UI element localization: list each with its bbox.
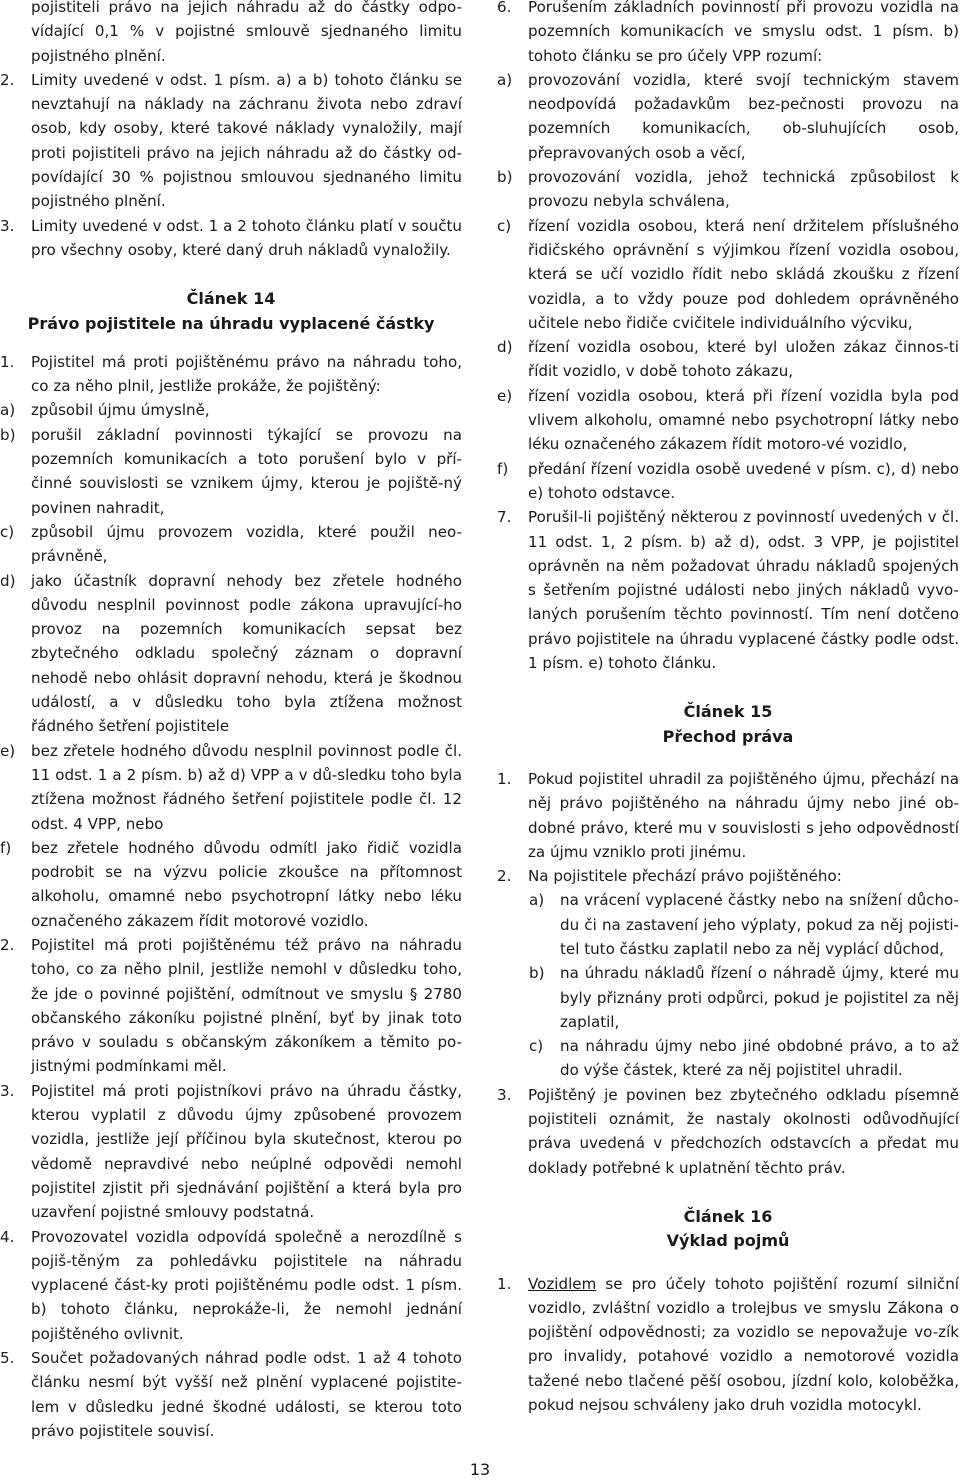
paragraph-text: Limity uvedené v odst. 1 písm. a) a b) tohoto článku se nevztahují na náklady na záchranu života nebo zdraví osob, kdy osoby, které takové náklady vynaložily, mají proti pojistiteli právo na jejich náhradu až do částky od-povídající 30 % pojistnou smlouvou sjednaného limitu pojistného plnění. xyxy=(31,70,462,211)
sub-list-item-c xyxy=(497,1034,959,1083)
list-number: 6. xyxy=(497,0,512,16)
article-title: Výklad pojmů xyxy=(666,1231,790,1251)
sub-list-text: řízení vozidla osobou, která není držitelem příslušného řidičského oprávnění s výjimkou řízení vozidla osobou, která se učí vozidlo řídit nebo skládá zkoušku z řízení vozidla, a to vždy pouze pod dohledem oprávněného učitele nebo řidiče cvičitele individuálního výcviku, xyxy=(528,216,959,332)
defined-term: Vozidlem xyxy=(528,1274,597,1293)
list-item-3 xyxy=(0,1079,462,1225)
sub-list-text: porušil základní povinnosti týkající se provozu na pozemních komunikacích a toto porušení bylo v pří-činné souvislosti se vznikem újmy, kterou je pojiště-ný povinen nahradit, xyxy=(31,425,462,517)
article-heading-14 xyxy=(0,287,462,336)
list-number: 5. xyxy=(0,1349,15,1368)
paragraph-continuation xyxy=(0,0,462,68)
sub-list-letter: e) xyxy=(0,741,16,760)
sub-list-item-d xyxy=(0,569,462,739)
paragraph-text: Pokud pojistitel uhradil za pojištěného újmu, přechází na něj právo pojištěného na náhradu újmy nebo jiné ob-dobné právo, které mu v souvislosti s jeho odpovědností za újmu vzniklo proti jinému. xyxy=(528,769,959,861)
article-heading-16 xyxy=(497,1205,959,1254)
sub-list-item-e xyxy=(497,384,959,457)
sub-list-text: jako účastník dopravní nehody bez zřetele hodného důvodu nesplnil povinnost podle zákona upravující-ho provoz na pozemních komunikacích sepsat bez zbytečného odkladu společný záznam o dopravní nehodě nebo ohlásit dopravní nehodu, která je škodnou událostí, a v důsledku toho byla ztížena možnost řádného šetření pojistitele xyxy=(31,571,462,736)
sub-list-text: způsobil újmu provozem vozidla, které použil neo-právněně, xyxy=(31,522,462,566)
sub-list-item-a xyxy=(497,888,959,961)
sub-list-item-a xyxy=(497,68,959,165)
list-item-1 xyxy=(497,1272,959,1418)
list-item-2 xyxy=(0,68,462,214)
sub-list-text: na vrácení vyplacené částky nebo na snížení důcho-du či na zastavení jeho výplaty, pokud za něj pojisti-tel tuto částku zaplatil nebo za něj vyplácí důchod, xyxy=(560,891,959,958)
sub-list-text: způsobil újmu úmyslně, xyxy=(31,401,210,420)
list-number: 2. xyxy=(0,935,15,954)
article-number: Článek 14 xyxy=(186,289,276,309)
paragraph-text: Provozovatel vozidla odpovídá společně a nerozdílně s pojiš-těným za pohledávku pojistitele na náhradu vyplacené část-ky proti pojištěnému podle odst. 1 písm. b) tohoto článku, neprokáže-li, že nemohl jednání pojištěného ovlivnit. xyxy=(31,1227,462,1343)
paragraph-text: pojistiteli právo na jejich náhradu až do částky odpo-vídající 0,1 % v pojistné smlouvě sjednaného limitu pojistného plnění. xyxy=(31,0,462,65)
sub-list-item-b xyxy=(0,423,462,520)
sub-list-item-f xyxy=(0,836,462,933)
list-item-4 xyxy=(0,1225,462,1346)
article-title: Přechod práva xyxy=(662,726,794,746)
sub-list-letter: d) xyxy=(497,338,513,357)
list-item-1 xyxy=(497,767,959,864)
paragraph-text: Porušením základních povinností při provozu vozidla na pozemních komunikacích ve smyslu odst. 1 písm. b) tohoto článku se pro účely VPP rozumí: xyxy=(528,0,959,65)
sub-list-item-c xyxy=(497,214,959,335)
page-number: 13 xyxy=(469,1460,491,1479)
paragraph-text: Pojistitel má proti pojištěnému právo na náhradu toho, co za něho plnil, jestliže prokáže, že pojištěný: xyxy=(31,352,462,396)
right-column xyxy=(497,0,959,1417)
sub-list-letter: c) xyxy=(0,522,15,541)
sub-list-letter: c) xyxy=(497,216,512,235)
list-item-3 xyxy=(0,214,462,263)
list-number: 1. xyxy=(0,352,15,371)
sub-list-letter: d) xyxy=(0,571,16,590)
list-number: 2. xyxy=(0,70,15,89)
paragraph-text: Na pojistitele přechází právo pojištěného: xyxy=(528,867,842,886)
sub-list-letter: b) xyxy=(0,425,16,444)
sub-list-letter: a) xyxy=(0,401,16,420)
sub-list-text: provozování vozidla, jehož technická způsobilost k provozu nebyla schválena, xyxy=(528,168,959,211)
sub-list-text: bez zřetele hodného důvodu odmítl jako řidič vozidla podrobit se na výzvu policie zkoušce na přítomnost alkoholu, omamné nebo psychotropní látky nebo léku označeného zákazem řídit motorové vozidlo. xyxy=(31,838,462,930)
paragraph-text: se pro účely tohoto pojištění rozumí silniční vozidlo, zvláštní vozidlo a trolejbus ve smyslu Zákona o pojištění odpovědnosti; za vozidlo se nepovažuje vo-zík pro invalidy, potahové vozidlo a nemotorové vozidla tažené nebo tlačené pěší osobou, jízdní kolo, koloběžka, pokud nejsou schváleny jako druh vozidla motocykl. xyxy=(528,1274,959,1415)
list-number: 1. xyxy=(497,769,512,788)
list-number: 1. xyxy=(497,1274,512,1293)
sub-list-letter: f) xyxy=(0,838,12,857)
sub-list-item-d xyxy=(497,335,959,384)
list-item-7 xyxy=(497,505,959,675)
list-item-2 xyxy=(0,933,462,1079)
sub-list-letter: a) xyxy=(529,891,545,910)
sub-list-letter: b) xyxy=(497,168,513,187)
sub-list-item-c xyxy=(0,520,462,569)
list-number: 3. xyxy=(0,1081,15,1100)
article-number: Článek 15 xyxy=(683,702,773,722)
paragraph-text: Pojistitel má proti pojištěnému též právo na náhradu toho, co za něho plnil, jestliže nemohl v důsledku toho, že jde o povinné pojištění, odmítnout ve smyslu § 2780 občanského zákoníku pojistné plnění, byť by jinak toto právo v souladu s občanským zákoníkem a těmito po-jistnými podmínkami měl. xyxy=(31,935,462,1076)
sub-list-item-e xyxy=(0,739,462,836)
paragraph-text: Limity uvedené v odst. 1 a 2 tohoto článku platí v součtu pro všechny osoby, které daný druh nákladů vynaložily. xyxy=(31,216,462,259)
list-number: 3. xyxy=(497,1085,512,1104)
paragraph-text: Pojištěný je povinen bez zbytečného odkladu písemně pojistiteli oznámit, že nastaly okolnosti odůvodňující práva uvedená v předchozích odstavcích a předat mu doklady potřebné k uplatnění těchto práv. xyxy=(528,1085,959,1177)
sub-list-text: provozování vozidla, které svojí technickým stavem neodpovídá požadavkům bez-pečnosti provozu na pozemních komunikacích, ob-sluhujících osob, přepravovaných osob a věcí, xyxy=(528,70,959,162)
sub-list-letter: a) xyxy=(497,70,513,89)
article-heading-15 xyxy=(497,700,959,749)
paragraph-text: Součet požadovaných náhrad podle odst. 1 až 4 tohoto článku nesmí být vyšší než plnění vyplacené pojistite-lem v důsledku jedné škodné události, se kterou toto právo pojistitele souvisí. xyxy=(31,1349,462,1440)
sub-list-text: řízení vozidla osobou, které byl uložen zákaz činnos-ti řídit vozidlo, v době tohoto zákazu, xyxy=(528,338,959,381)
sub-list-text: na úhradu nákladů řízení o náhradě újmy, které mu byly přiznány proti odpůrci, pokud je pojistitel za něj zaplatil, xyxy=(560,964,959,1031)
sub-list-item-b xyxy=(497,961,959,1034)
sub-list-letter: c) xyxy=(529,1037,544,1056)
list-item-5 xyxy=(0,1346,462,1443)
sub-list-item-a xyxy=(0,398,462,422)
list-item-2 xyxy=(497,864,959,888)
article-title: Právo pojistitele na úhradu vyplacené částky xyxy=(27,313,435,333)
sub-list-letter: e) xyxy=(497,386,513,405)
sub-list-text: předání řízení vozidla osobě uvedené v písm. c), d) nebo e) tohoto odstavce. xyxy=(528,459,959,502)
article-number: Článek 16 xyxy=(683,1206,773,1226)
sub-list-text: řízení vozidla osobou, která při řízení vozidla byla pod vlivem alkoholu, omamné nebo psychotropní látky nebo léku označeného zákazem řídit motoro-vé vozidlo, xyxy=(528,386,959,454)
sub-list-letter: f) xyxy=(497,459,509,478)
list-number: 7. xyxy=(497,508,512,527)
list-number: 2. xyxy=(497,867,512,886)
list-item-6 xyxy=(497,0,959,68)
paragraph-text: Pojistitel má proti pojistníkovi právo na úhradu částky, kterou vyplatil z důvodu újmy způsobené provozem vozidla, jestliže její příčinou byla skutečnost, kterou po vědomě nepravdivé nebo neúplné odpovědi nemohl pojistitel zjistit při sjednávání pojištění a která byla pro uzavření pojistné smlouvy podstatná. xyxy=(31,1081,462,1222)
sub-list-item-b xyxy=(497,165,959,214)
sub-list-text: bez zřetele hodného důvodu nesplnil povinnost podle čl. 11 odst. 1 a 2 písm. b) až d) VPP a v dů-sledku toho byla ztížena možnost řádného šetření pojistitele podle čl. 12 odst. 4 VPP, nebo xyxy=(31,741,462,833)
paragraph-text: Porušil-li pojištěný některou z povinností uvedených v čl. 11 odst. 1, 2 písm. b) až d), odst. 3 VPP, je pojistitel oprávněn na něm požadovat úhradu nákladů spojených s šetřením pojistné události nebo jiných nákladů vyvo-laných porušením těchto povinností. Tím není dotčeno právo pojistitele na úhradu vyplacené částky podle odst. 1 písm. e) tohoto článku. xyxy=(528,508,959,673)
sub-list-item-f xyxy=(497,457,959,506)
list-item-3 xyxy=(497,1083,959,1180)
left-column xyxy=(0,0,462,1443)
sub-list-text: na náhradu újmy nebo jiné obdobné právo, a to až do výše částek, které za něj pojistitel uhradil. xyxy=(560,1037,959,1080)
list-number: 3. xyxy=(0,216,15,235)
list-item-1 xyxy=(0,350,462,399)
sub-list-letter: b) xyxy=(529,964,545,983)
list-number: 4. xyxy=(0,1227,15,1246)
